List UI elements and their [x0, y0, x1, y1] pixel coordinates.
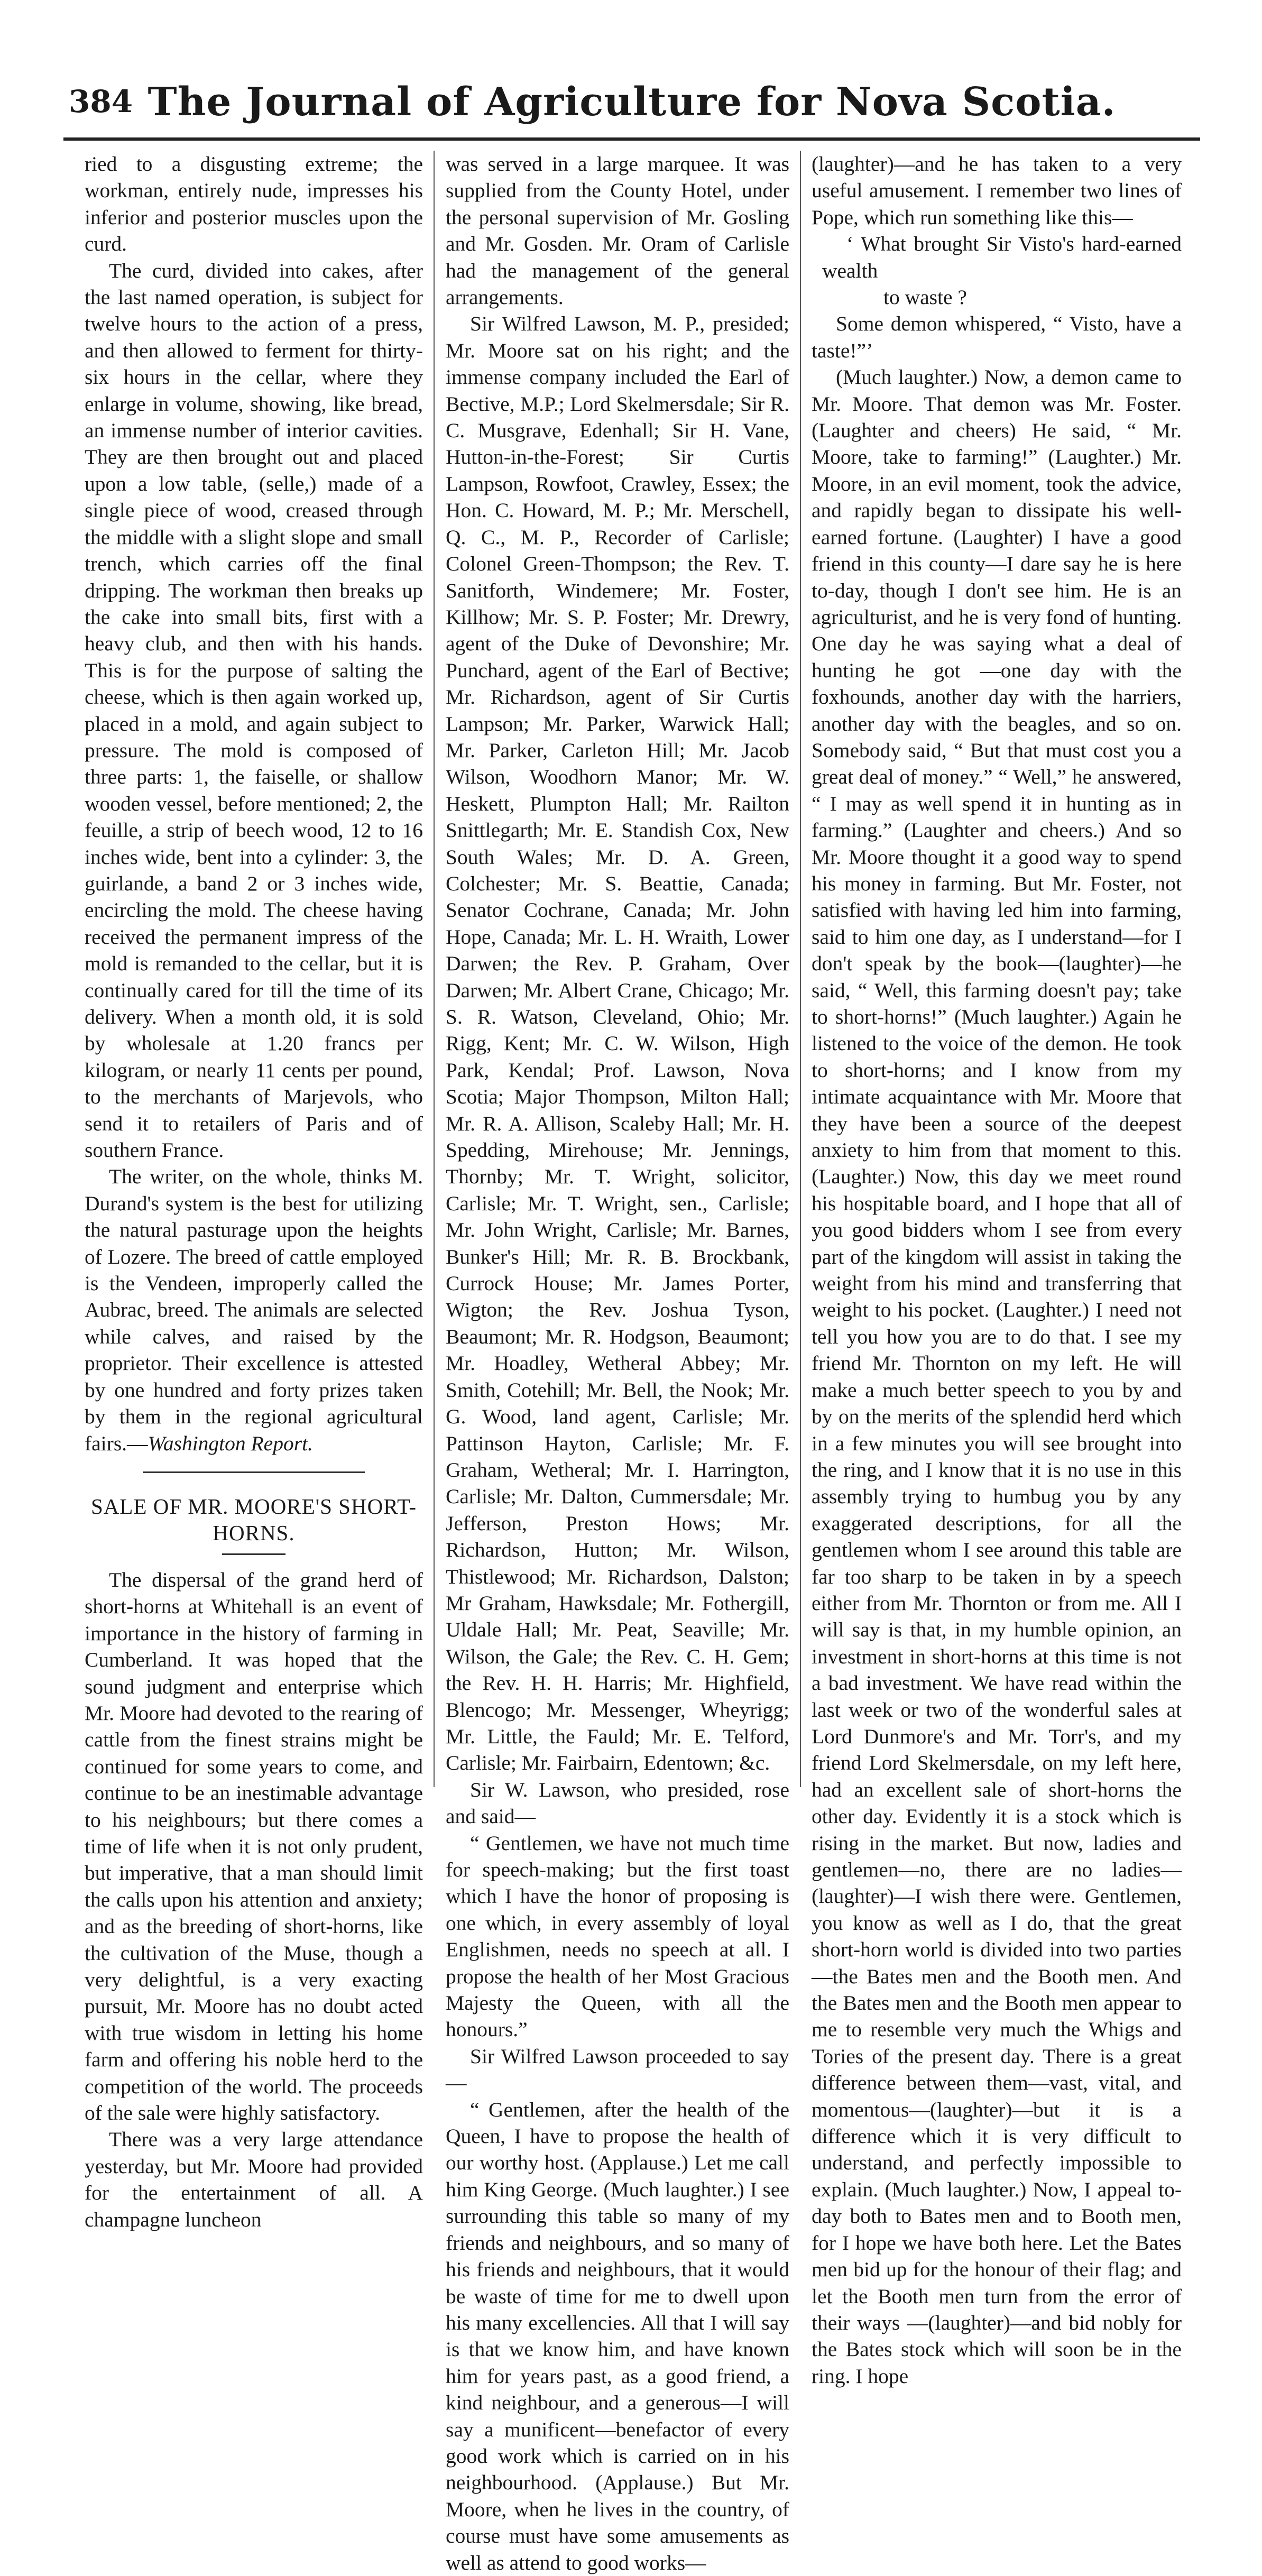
- column-2: [446, 151, 789, 2574]
- paragraph: (laughter)—and he has taken to a very useful amusement. I remember two lines of Pope, which run something like this—: [812, 152, 1182, 229]
- source-credit: Washington Report.: [148, 1431, 313, 1455]
- column-divider: [800, 151, 801, 1787]
- paragraph: The dispersal of the grand herd of short-horns at Whitehall is an event of importance in the history of farming in Cumberland. It was hoped that the sound judgment and enterprise which Mr. Moore had devoted to the rearing of cattle from the finest strains might be continued for some years to come, and continue to be an inestimable advantage to his neighbours; but there comes a time of life when it is not only prudent, but imperative, that a man should limit the calls upon his attention and anxiety; and as the breeding of short-horns, like the cultivation of the Muse, though a very delightful, is a very exacting pursuit, Mr. Moore has no doubt acted with true wisdom in letting his home farm and offering his noble herd to the competition of the world. The proceeds of the sale were highly satisfactory.: [85, 1568, 423, 2125]
- page-header: [63, 79, 1200, 137]
- verse-line: Some demon whispered, “ Visto, have a taste!”’: [812, 312, 1182, 362]
- journal-title: The Journal of Agriculture for Nova Scotia.: [148, 79, 1116, 125]
- paragraph: Sir Wilfred Lawson proceeded to say—: [446, 2044, 789, 2095]
- verse-line: ‘ What brought Sir Visto's hard-earned wealth: [822, 232, 1182, 282]
- paragraph: “ Gentlemen, we have not much time for speech-making; but the first toast which I have the honor of proposing is one which, in every assembly of loyal Englishmen, needs no speech at all. I propose the health of her Most Gracious Majesty the Queen, with all the honours.”: [446, 1831, 789, 2041]
- section-heading: SALE OF MR. MOORE'S SHORT-HORNS.: [90, 1494, 417, 1545]
- verse-line: to waste ?: [883, 286, 967, 309]
- paragraph: There was a very large attendance yesterday, but Mr. Moore had provided for the entertainment of all. A champagne luncheon: [85, 2128, 423, 2231]
- column-1: [85, 151, 423, 2231]
- column-3: [812, 151, 1182, 2388]
- paragraph: ried to a disgusting extreme; the workman, entirely nude, impresses his inferior and posterior muscles upon the curd.: [85, 152, 423, 256]
- header-rule: [63, 137, 1200, 141]
- paragraph: “ Gentlemen, after the health of the Queen, I have to propose the health of our worthy host. (Applause.) Let me call him King George. (Much laughter.) I see surrounding this table so many of my friends and neighbours, and so many of his friends and neighbours, that it would be waste of time for me to dwell upon his many excellencies. All that I will say is that we know him, and have known him for years past, as a good friend, a kind neighbour, and a generous—I will say a munificent—benefactor of every good work which is carried on in his neighbourhood. (Applause.) But Mr. Moore, when he lives in the country, of course must have some amusements as well as attend to good works—: [446, 2097, 789, 2574]
- paragraph: was served in a large marquee. It was supplied from the County Hotel, under the personal supervision of Mr. Gosling and Mr. Gosden. Mr. Oram of Carlisle had the management of the general arrangements.: [446, 152, 789, 309]
- paragraph: (Much laughter.) Now, a demon came to Mr. Moore. That demon was Mr. Foster. (Laughter and cheers) He said, “ Mr. Moore, take to farming!” (Laughter.) Mr. Moore, in an evil moment, took the advice, and rapidly began to dissipate his well-earned fortune. (Laughter) I have a good friend in this county—I dare say he is here to-day, though I don't see him. He is an agriculturist, and he is very fond of hunting. One day he was saying what a deal of hunting he got —one day with the foxhounds, another day with the harriers, another day with the beagles, and so on. Somebody said, “ But that must cost you a great deal of money.” “ Well,” he answered, “ I may as well spend it in hunting as in farming.” (Laughter and cheers.) And so Mr. Moore thought it a good way to spend his money in farming. But Mr. Foster, not satisfied with having led him into farming, said to him one day, as I understand—for I don't speak by the book—(laughter)—he said, “ Well, this farming doesn't pay; take to short-horns!” (Much laughter.) Again he listened to the voice of the demon. He took to short-horns; and I know from my intimate acquaintance with Mr. Moore that they have been a source of the deepest anxiety to him from that moment to this. (Laughter.) Now, this day we meet round his hospitable board, and I hope that all of you good bidders whom I see from every part of the kingdom will assist in taking the weight from his mind and transferring that weight to his pocket. (Laughter.) I need not tell you how you are to do that. I see my friend Mr. Thornton on my left. He will make a much better speech to you by and by on the merits of the splendid herd which in a few minutes you will see brought into the ring, and I know that it is no use in this assembly trying to humbug you by any exaggerated descriptions, for all the gentlemen whom I see around this table are far too sharp to be taken in by a speech either from Mr. Thornton or from me. All I will say is that, in my humble opinion, an investment in short-horns at this time is not a bad investment. We have read within the last week or two of the wonderful sales at Lord Dunmore's and Mr. Torr's, and my friend Lord Skelmersdale, on my left here, had an excellent sale of short-horns the other day. Evidently it is a stock which is rising in the market. But now, ladies and gentlemen—no, there are no ladies—(laughter)—I wish there were. Gentlemen, you know as well as I do, that the great short-horn world is divided into two parties—the Bates men and the Booth men. And the Bates men and the Booth men appear to me to resemble very much the Whigs and Tories of the present day. There is a great difference between them—vast, vital, and momentous—(laughter)—but it is a difference which it is very difficult to understand, and perfectly impossible to explain. (Much laughter.) Now, I appeal to-day both to Bates men and to Booth men, for I hope we have both here. Let the Bates men bid up for the honour of their flag; and let the Booth men turn from the error of their ways —(laughter)—and bid nobly for the Bates stock which will soon be in the ring. I hope: [812, 365, 1182, 2388]
- paragraph: [85, 1163, 423, 1456]
- paragraph: Sir W. Lawson, who presided, rose and said—: [446, 1778, 789, 1828]
- page-number: 384: [69, 84, 133, 119]
- paragraph: The curd, divided into cakes, after the last named operation, is subject for twelve hours to the action of a press, and then allowed to ferment for thirty-six hours in the cellar, where they enlarge in volume, showing, like bread, an immense number of interior cavities. They are then brought out and placed upon a low table, (selle,) made of a single piece of wood, creased through the middle with a slight slope and small trench, which carries off the final dripping. The workman then breaks up the cake into small bits, first with a heavy club, and then with his hands. This is for the purpose of salting the cheese, which is then again worked up, placed in a mold, and again subject to pressure. The mold is composed of three parts: 1, the faiselle, or shallow wooden vessel, before mentioned; 2, the feuille, a strip of beech wood, 12 to 16 inches wide, bent into a cylinder: 3, the guirlande, a band 2 or 3 inches wide, encircling the mold. The cheese having received the permanent impress of the mold is remanded to the cellar, but it is continually cared for till the time of its delivery. When a month old, it is sold by wholesale at 1.20 francs per kilogram, or nearly 11 cents per pound, to the merchants of Marjevols, who send it to retailers of Paris and of southern France.: [85, 259, 423, 1162]
- section-divider: [143, 1471, 365, 1473]
- heading-rule: [222, 1553, 285, 1555]
- paragraph-text: The writer, on the whole, thinks M. Durand's system is the best for utilizing the natural pasturage upon the heights of Lozere. The breed of cattle employed is the Vendeen, improperly called the Aubrac, breed. The animals are selected while calves, and raised by the proprietor. Their excellence is attested by one hundred and forty prizes taken by them in the regional agricultural fairs.—: [85, 1165, 423, 1455]
- column-divider: [434, 151, 435, 1787]
- paragraph: Sir Wilfred Lawson, M. P., presided; Mr. Moore sat on his right; and the immense company included the Earl of Bective, M.P.; Lord Skelmersdale; Sir R. C. Musgrave, Edenhall; Sir H. Vane, Hutton-in-the-Forest; Sir Curtis Lampson, Rowfoot, Crawley, Essex; the Hon. C. Howard, M. P.; Mr. Merschell, Q. C., M. P., Recorder of Carlisle; Colonel Green-Thompson; the Rev. T. Sanitforth, Windemere; Mr. Foster, Killhow; Mr. S. P. Foster; Mr. Drewry, agent of the Duke of Devonshire; Mr. Punchard, agent of the Earl of Bective; Mr. Richardson, agent of Sir Curtis Lampson; Mr. Parker, Warwick Hall; Mr. Parker, Carleton Hill; Mr. Jacob Wilson, Woodhorn Manor; Mr. W. Heskett, Plumpton Hall; Mr. Railton Snittlegarth; Mr. E. Standish Cox, New South Wales; Mr. D. A. Green, Colchester; Mr. S. Beattie, Canada; Senator Cochrane, Canada; Mr. John Hope, Canada; Mr. L. H. Wraith, Lower Darwen; the Rev. P. Graham, Over Darwen; Mr. Albert Crane, Chicago; Mr. S. R. Watson, Cleveland, Ohio; Mr. Rigg, Kent; Mr. C. W. Wilson, High Park, Kendal; Prof. Lawson, Nova Scotia; Major Thompson, Milton Hall; Mr. R. A. Allison, Scaleby Hall; Mr. H. Spedding, Mirehouse; Mr. Jennings, Thornby; Mr. T. Wright, solicitor, Carlisle; Mr. T. Wright, sen., Carlisle; Mr. John Wright, Carlisle; Mr. Barnes, Bunker's Hill; Mr. R. B. Brockbank, Currock House; Mr. James Porter, Wigton; the Rev. Joshua Tyson, Beaumont; Mr. R. Hodgson, Beaumont; Mr. Hoadley, Wetheral Abbey; Mr. Smith, Cotehill; Mr. Bell, the Nook; Mr. G. Wood, land agent, Carlisle; Mr. Pattinson Hayton, Carlisle; Mr. F. Graham, Wetheral; Mr. I. Harrington, Carlisle; Mr. Dalton, Cummersdale; Mr. Jefferson, Preston Hows; Mr. Richardson, Hutton; Mr. Wilson, Thistlewood; Mr. Richardson, Dalston; Mr Graham, Hawksdale; Mr. Fothergill, Uldale Hall; Mr. Peat, Seaville; Mr. Wilson, the Gale; the Rev. C. H. Gem; the Rev. H. H. Harris; Mr. Highfield, Blencogo; Mr. Messenger, Wheyrigg; Mr. Little, the Fauld; Mr. E. Telford, Carlisle; Mr. Fairbairn, Edentown; &c.: [446, 312, 789, 1775]
